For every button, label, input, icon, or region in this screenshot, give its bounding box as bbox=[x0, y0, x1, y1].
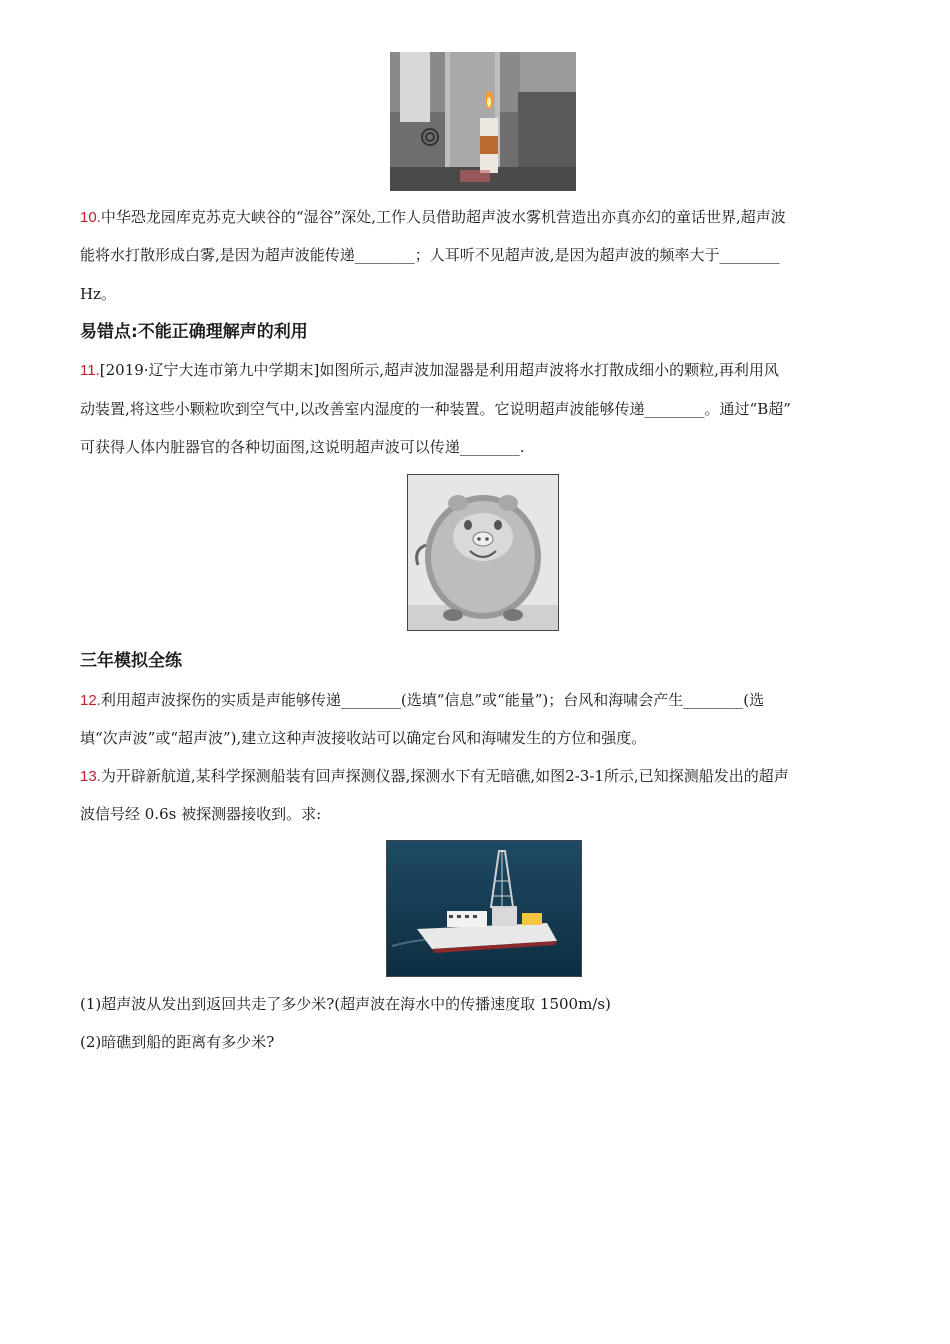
question-13-sub-2: (2)暗礁到船的距离有多少米? bbox=[80, 1033, 275, 1051]
question-11-line-2: 动装置,将这些小颗粒吹到空气中,以改善室内湿度的一种装置。它说明超声波能够传递________。通过“B超” bbox=[80, 400, 791, 418]
humidifier-photo bbox=[407, 474, 559, 631]
question-13-line-1: 13.为开辟新航道,某科学探测船装有回声探测仪器,探测水下有无暗礁,如图2-3-1所示,已知探测船发出的超声 bbox=[80, 767, 789, 785]
section-heading-three-year: 三年模拟全练 bbox=[80, 651, 182, 671]
question-11-line-3: 可获得人体内脏器官的各种切面图,这说明超声波可以传递________. bbox=[80, 438, 525, 456]
question-10-line-1: 10.中华恐龙园库克苏克大峡谷的“湿谷”深处,工作人员借助超声波水雾机营造出亦真亦幻的童话世界,超声波 bbox=[80, 208, 786, 226]
question-number: 11. bbox=[80, 362, 100, 379]
question-13-line-2: 波信号经 0.6s 被探测器接收到。求: bbox=[80, 805, 322, 823]
question-10-line-3: Hz。 bbox=[80, 285, 116, 303]
question-11-line-1: 11.[2019·辽宁大连市第九中学期末]如图所示,超声波加湿器是利用超声波将水打散成细小的颗粒,再利用风 bbox=[80, 361, 779, 379]
question-13-sub-1: (1)超声波从发出到返回共走了多少米?(超声波在海水中的传播速度取 1500m/s) bbox=[80, 995, 611, 1013]
question-number: 10. bbox=[80, 209, 101, 226]
survey-ship-illustration bbox=[387, 841, 581, 976]
question-12-line-2: 填“次声波”或“超声波”),建立这种声波接收站可以确定台风和海啸发生的方位和强度。 bbox=[80, 729, 647, 747]
section-heading-easy-error: 易错点:不能正确理解声的利用 bbox=[80, 322, 308, 342]
candle-illustration bbox=[390, 52, 576, 191]
question-number: 13. bbox=[80, 768, 101, 785]
ship-photo bbox=[386, 840, 582, 977]
pig-humidifier-illustration bbox=[408, 475, 558, 630]
question-12-line-1: 12.利用超声波探伤的实质是声能够传递________(选填“信息”或“能量”)；台风和海啸会产生________(选 bbox=[80, 691, 765, 709]
question-number: 12. bbox=[80, 692, 101, 709]
candle-photo bbox=[390, 52, 576, 191]
question-10-line-2: 能将水打散形成白雾,是因为超声波能传递________；人耳听不见超声波,是因为超声波的频率大于________ bbox=[80, 246, 780, 264]
